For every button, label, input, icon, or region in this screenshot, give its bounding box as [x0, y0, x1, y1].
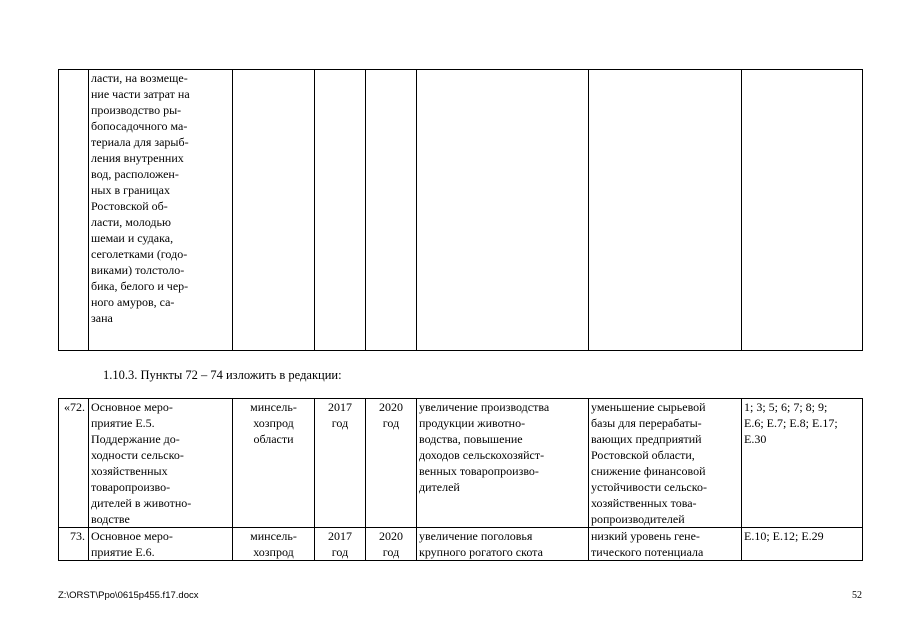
indicators-cell [742, 70, 863, 351]
consequences-cell: низкий уровень гене- тического потенциала [589, 528, 742, 561]
consequences-cell [589, 70, 742, 351]
consequences-cell: уменьшение сырьевой базы для перерабаты- вающих предприятий Ростовской области, снижение финансовой устойчивости сельско- хозяйственных това- ропроизводителей [589, 399, 742, 528]
page-number: 52 [852, 590, 862, 601]
result-cell: увеличение поголовья крупного рогатого скота [417, 528, 589, 561]
indicators-cell: 1; 3; 5; 6; 7; 8; 9; Е.6; Е.7; Е.8; Е.17; Е.30 [742, 399, 863, 528]
activity-cell: Основное меро- приятие Е.6. [89, 528, 233, 561]
start-year-cell [315, 70, 366, 351]
row-number: «72. [59, 399, 89, 528]
executor-cell: минсель- хозпрод [233, 528, 315, 561]
activity-cell: ласти, на возмеще- ние части затрат на производство ры- бопосадочного ма- териала для зарыб- ления внутренних вод, расположен- ных в границах Ростовской об- ласти, молодью шемаи и судака, сеголетками (годо- виками) толстоло- бика, белого и чер- ного амуров, са- зана [89, 70, 233, 351]
activity-cell: Основное меро- приятие Е.5. Поддержание до- ходности сельско- хозяйственных товаропроизво- дителей в животно- водстве [89, 399, 233, 528]
executor-cell [233, 70, 315, 351]
activities-table [58, 398, 863, 561]
start-year-cell: 2017 год [315, 399, 366, 528]
end-year-cell [366, 70, 417, 351]
row-number-cell [59, 70, 89, 351]
table-row [59, 70, 863, 351]
row-number: 73. [59, 528, 89, 561]
file-path-footer: Z:\ORST\Ppo\0615p455.f17.docx [58, 590, 199, 601]
indicators-cell: Е.10; Е.12; Е.29 [742, 528, 863, 561]
instruction-text: 1.10.3. Пункты 72 – 74 изложить в редакции: [103, 368, 342, 382]
start-year-cell: 2017 год [315, 528, 366, 561]
table-row [59, 399, 863, 528]
end-year-cell: 2020 год [366, 399, 417, 528]
result-cell [417, 70, 589, 351]
result-cell: увеличение производства продукции животно- водства, повышение доходов сельскохозяйст- венных товаропроизво- дителей [417, 399, 589, 528]
end-year-cell: 2020 год [366, 528, 417, 561]
executor-cell: минсель- хозпрод области [233, 399, 315, 528]
table-row [59, 528, 863, 561]
continuation-table [58, 69, 863, 351]
